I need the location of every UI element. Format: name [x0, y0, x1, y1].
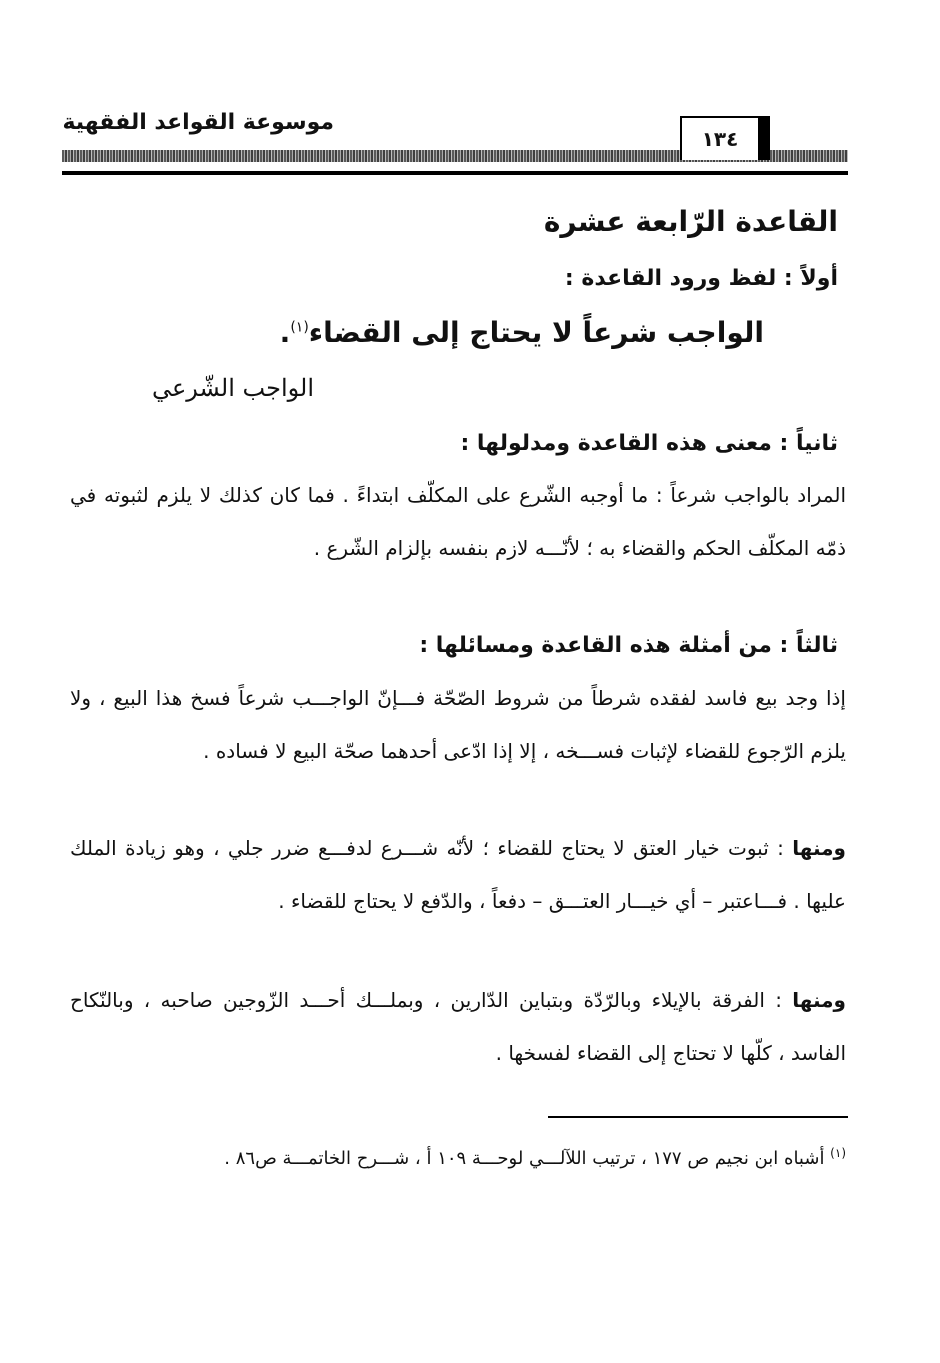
- paragraph-meaning: المراد بالواجب شرعاً : ما أوجبه الشّرع على المكلّف ابتداءً . فما كان كذلك لا يلزم لثبوته في ذمّه المكلّف الحكم والقضاء به ؛ لأنّـــه لازم بنفسه بإلزام الشّرع .: [70, 483, 846, 560]
- paragraph-example-2: [70, 822, 846, 928]
- header-rule: [62, 171, 848, 175]
- page-number: ١٣٤: [680, 116, 760, 160]
- rule-title: القاعدة الرّابعة عشرة: [543, 205, 838, 238]
- example-3-text: : الفرقة بالإيلاء وبالرّدّة وبتباين الدّارين ، وبملـــك أحـــد الزّوجين صاحبه ، وبالنّكاح الفاسد ، كلّها لا تحتاج إلى القضاء لفسخها .: [70, 988, 846, 1065]
- paragraph-example-1: إذا وجد بيع فاسد لفقده شرطاً من شروط الصّحّة فـــإنّ الواجـــب شرعاً فسخ هذا البيع ، ولا يلزم الرّجوع للقضاء لإثبات فســـخه ، إلا إذا ادّعى أحدهما صحّة البيع لا فساده .: [70, 686, 846, 763]
- example-lead-word: ومنها: [792, 836, 846, 860]
- example-lead-word: ومنها: [792, 988, 846, 1012]
- footnote: [70, 1128, 846, 1184]
- example-2-text: : ثبوت خيار العتق لا يحتاج للقضاء ؛ لأنّه شـــرع لدفـــع ضرر جلي ، وهو زيادة الملك عليها . فـــاعتبر – أي خيـــار العتـــق – دفعاً ، والدّفع لا يحتاج للقضاء .: [70, 836, 846, 913]
- running-header-title: موسوعة القواعد الفقهية: [62, 110, 334, 135]
- section-heading-meaning: ثانياً : معنى هذه القاعدة ومدلولها :: [460, 431, 838, 456]
- section-heading-wording: أولاً : لفظ ورود القاعدة :: [564, 266, 838, 291]
- rule-statement-period: .: [279, 316, 291, 349]
- rule-statement: [280, 316, 764, 349]
- subheading: الواجب الشّرعي: [151, 374, 314, 402]
- footnote-mark: (١): [830, 1146, 846, 1160]
- paragraph-example-3: [70, 974, 846, 1080]
- footnote-text: أشباه ابن نجيم ص ١٧٧ ، ترتيب اللآلـــي لوحـــة ١٠٩ أ ، شـــرح الخاتمـــة ص٨٦ .: [224, 1148, 831, 1169]
- rule-statement-text: الواجب شرعاً لا يحتاج إلى القضاء: [308, 316, 764, 349]
- footnote-reference: (١): [290, 319, 309, 336]
- section-heading-examples: ثالثاً : من أمثلة هذه القاعدة ومسائلها :: [419, 633, 838, 658]
- footnote-separator: [548, 1116, 848, 1118]
- page-number-shadow: [760, 116, 770, 160]
